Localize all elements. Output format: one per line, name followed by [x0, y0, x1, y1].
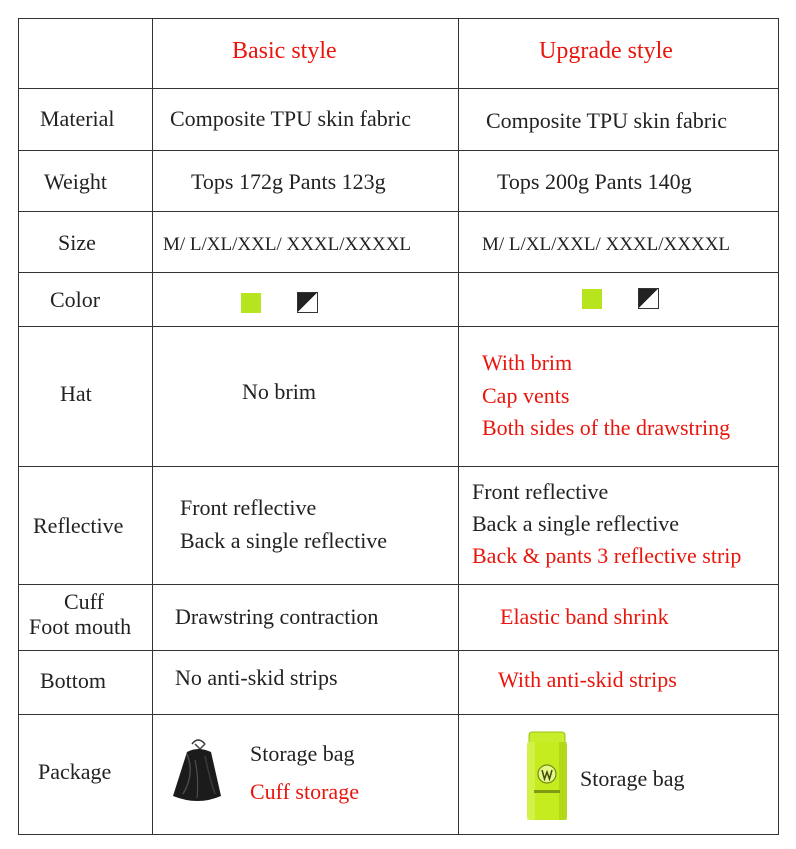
- table-border: [778, 18, 779, 834]
- label-package: Package: [38, 759, 112, 784]
- package-basic-2: Cuff storage: [250, 779, 359, 804]
- label-bottom: Bottom: [40, 668, 107, 693]
- size-basic: M/ L/XL/XXL/ XXXL/XXXXL: [163, 234, 412, 255]
- material-basic: Composite TPU skin fabric: [170, 106, 411, 131]
- package-upgrade: Storage bag: [580, 766, 685, 791]
- hat-basic: No brim: [242, 379, 316, 404]
- column-divider: [152, 18, 153, 834]
- row-divider: [18, 211, 779, 212]
- header-upgrade: Upgrade style: [539, 38, 673, 64]
- reflective-upgrade-1: Front reflective: [472, 479, 609, 504]
- row-divider: [18, 714, 779, 715]
- table-border: [18, 18, 779, 19]
- cuff-basic: Drawstring contraction: [175, 604, 379, 629]
- table-border: [18, 834, 779, 835]
- label-hat: Hat: [60, 381, 92, 406]
- reflective-basic-1: Front reflective: [180, 495, 317, 520]
- row-divider: [18, 466, 779, 467]
- bottom-basic: No anti-skid strips: [175, 665, 338, 690]
- color-swatch-green: [582, 289, 602, 309]
- row-divider: [18, 150, 779, 151]
- weight-basic: Tops 172g Pants 123g: [191, 169, 386, 194]
- material-upgrade: Composite TPU skin fabric: [486, 108, 727, 133]
- hat-upgrade-3: Both sides of the drawstring: [482, 415, 731, 440]
- weight-upgrade: Tops 200g Pants 140g: [497, 169, 692, 194]
- color-swatch-black-white: [297, 292, 318, 313]
- hat-upgrade-2: Cap vents: [482, 383, 570, 408]
- reflective-basic-2: Back a single reflective: [180, 528, 388, 553]
- row-divider: [18, 272, 779, 273]
- size-upgrade: M/ L/XL/XXL/ XXXL/XXXXL: [482, 234, 731, 255]
- cuff-upgrade: Elastic band shrink: [500, 604, 669, 629]
- color-swatch-green: [241, 293, 261, 313]
- row-divider: [18, 88, 779, 89]
- storage-bottle-icon: [525, 730, 569, 824]
- label-reflective: Reflective: [33, 513, 124, 538]
- row-divider: [18, 584, 779, 585]
- label-foot-mouth: Foot mouth: [29, 614, 132, 639]
- label-size: Size: [58, 230, 96, 255]
- label-weight: Weight: [44, 169, 107, 194]
- label-material: Material: [40, 106, 115, 131]
- reflective-upgrade-3: Back & pants 3 reflective strip: [472, 543, 742, 568]
- label-cuff: Cuff: [64, 589, 104, 614]
- package-basic-1: Storage bag: [250, 741, 355, 766]
- reflective-upgrade-2: Back a single reflective: [472, 511, 680, 536]
- hat-upgrade-1: With brim: [482, 350, 573, 375]
- drawstring-bag-icon: [165, 734, 231, 806]
- bottom-upgrade: With anti-skid strips: [498, 667, 677, 692]
- color-swatch-black-white: [638, 288, 659, 309]
- header-basic: Basic style: [232, 38, 337, 64]
- table-border: [18, 18, 19, 834]
- column-divider: [458, 18, 459, 834]
- row-divider: [18, 326, 779, 327]
- label-color: Color: [50, 287, 101, 312]
- row-divider: [18, 650, 779, 651]
